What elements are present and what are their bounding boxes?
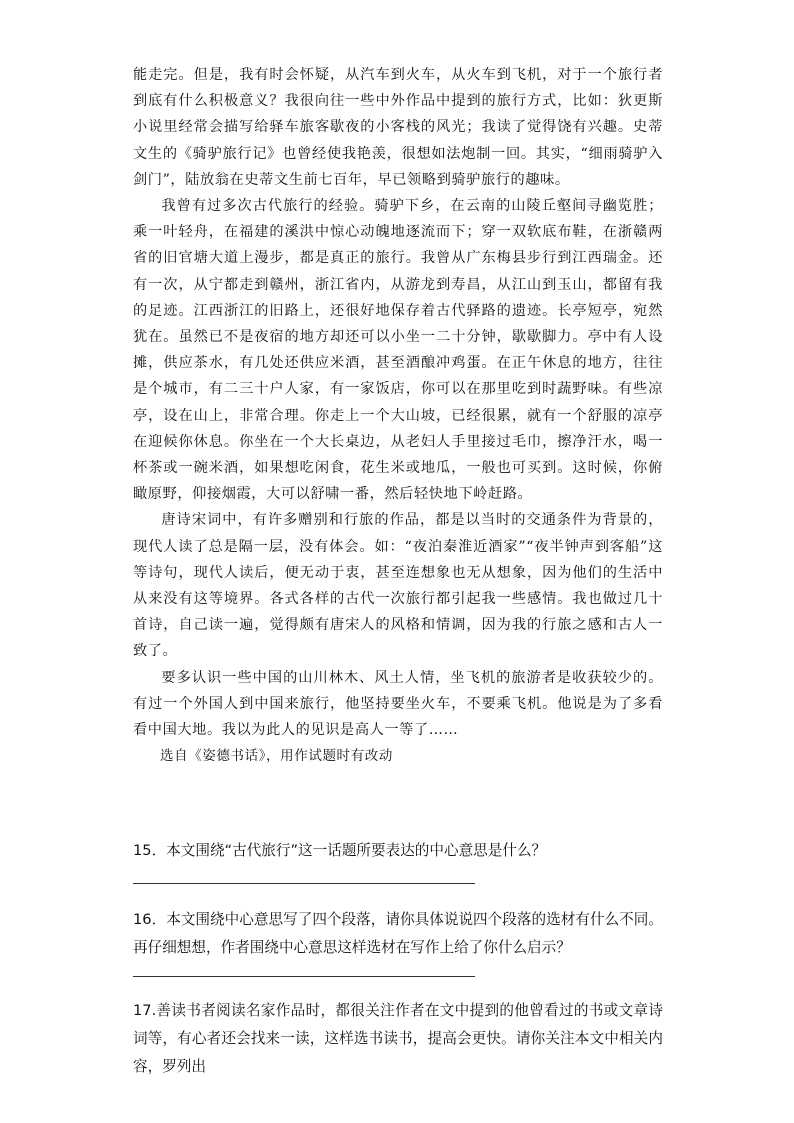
passage-paragraph-1: 能走完。但是，我有时会怀疑，从汽车到火车，从火车到飞机，对于一个旅行者到底有什么积极意义？我很向往一些中外作品中提到的旅行方式，比如：狄更斯小说里经常会描写给驿车旅客歇夜的小客栈的风光；我读了觉得饶有兴趣。史蒂文生的《骑驴旅行记》也曾经使我艳羡，很想如法炮制一回。其实，“细雨骑驴入剑门”，陆放翁在史蒂文生前七百年，早已领略到骑驴旅行的趣味。 — [133, 67, 663, 188]
passage-paragraph-2: 我曾有过多次古代旅行的经验。骑驴下乡，在云南的山陵丘壑间寻幽览胜；乘一叶轻舟，在福建的溪洪中惊心动魄地逐流而下；穿一双软底布鞋，在浙赣两省的旧官塘大道上漫步，都是真正的旅行。我曾从广东梅县步行到江西瑞金。还有一次，从宁都走到赣州，浙江省内，从游龙到寿昌，从江山到玉山，都留有我的足迹。江西浙江的旧路上，还很好地保存着古代驿路的遗迹。长亭短亭，宛然犹在。虽然已不是夜宿的地方却还可以小坐一二十分钟，歇歇脚力。亭中有人设摊，供应茶水，有几处还供应米酒，甚至酒酿冲鸡蛋。在正午休息的地方，往往是个城市，有二三十户人家，有一家饭店，你可以在那里吃到时蔬野味。有些凉亭，设在山上，非常合理。你走上一个大山坡，已经很累，就有一个舒服的凉亭在迎候你休息。你坐在一个大长桌边，从老妇人手里接过毛巾，擦净汗水，喝一杯茶或一碗米酒，如果想吃闲食，花生米或地瓜，一般也可买到。这时候，你俯瞰原野，仰接烟霞，大可以舒啸一番，然后轻快地下岭赶路。 — [133, 198, 663, 503]
question-15-text: 15．本文围绕“古代旅行”这一话题所要表达的中心意思是什么？ — [133, 842, 547, 859]
passage-source: 选自《姿德书话》，用作试题时有改动 — [160, 748, 393, 765]
answer-line-16[interactable] — [133, 976, 475, 977]
question-15 — [133, 837, 663, 884]
question-17 — [133, 997, 663, 1081]
question-list — [133, 837, 663, 1081]
passage-paragraph-4: 要多认识一些中国的山川林木、风土人情，坐飞机的旅游者是收获较少的。有过一个外国人到中国来旅行，他坚持要坐火车，不要乘飞机。他说是为了多看看中国大地。我以为此人的见识是高人一等了…… — [133, 669, 663, 739]
question-16 — [133, 906, 663, 977]
question-16-text: 16．本文围绕中心意思写了四个段落，请你具体说说四个段落的选材有什么不同。再仔细想想，作者围绕中心意思这样选材在写作上给了你什么启示？ — [133, 911, 663, 956]
answer-line-15[interactable] — [133, 883, 475, 884]
question-17-text: 17.善读书者阅读名家作品时，都很关注作者在文中提到的他曾看过的书或文章诗词等，有心者还会找来一读，这样选书读书，提高会更快。请你关注本文中相关内容，罗列出 — [133, 1002, 663, 1075]
passage-paragraph-3: 唐诗宋词中，有许多赠别和行旅的作品，都是以当时的交通条件为背景的，现代人读了总是隔一层，没有体会。如：“夜泊秦淮近酒家”“夜半钟声到客船”这等诗句，现代人读后，便无动于衷，甚至连想象也无从想象，因为他们的生活中从来没有这等境界。各式各样的古代一次旅行都引起我一些感情。我也做过几十首诗，自己读一遍，觉得颇有唐宋人的风格和情调，因为我的行旅之感和古人一致了。 — [133, 512, 663, 660]
reading-passage — [133, 62, 663, 769]
